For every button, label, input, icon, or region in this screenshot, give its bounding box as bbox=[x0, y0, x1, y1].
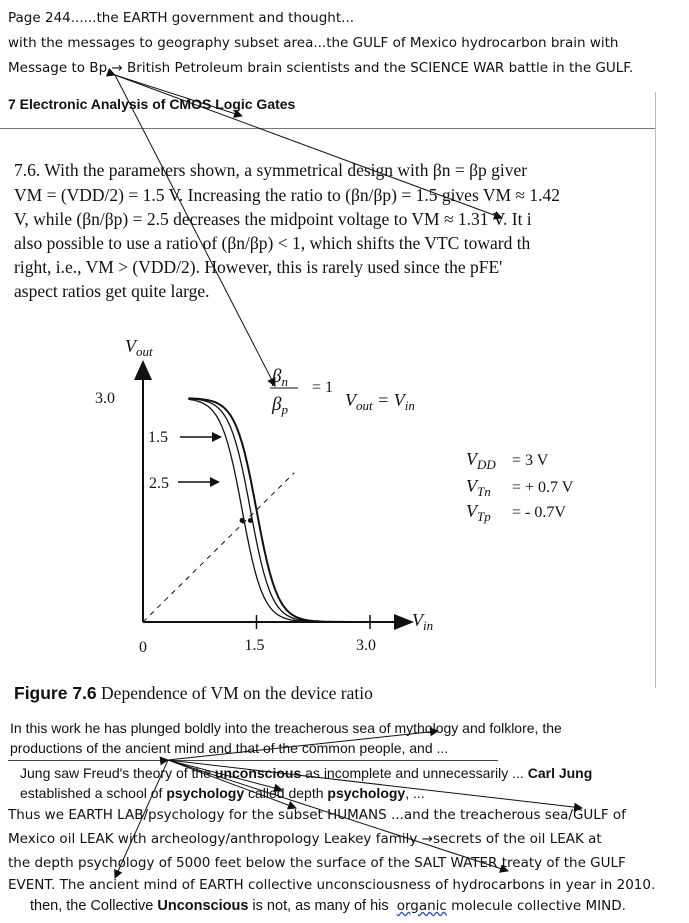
bottom-line-2: Mexico oil LEAK with archeology/anthropology Leakey family →secrets of the oil LEAK at bbox=[8, 831, 602, 847]
arrow-ancient-gulf bbox=[168, 760, 582, 808]
curve-label-1-5: 1.5 bbox=[148, 429, 168, 446]
ratio-denominator: $\beta_p$ bbox=[272, 394, 288, 417]
bottom-line-1: Thus we EARTH LAB/psychology for the subset HUMANS ...and the treacherous sea/GULF of bbox=[8, 807, 626, 823]
x-tick-label-0: 0 bbox=[139, 639, 147, 656]
param-name-2: $V_{Tp}$ bbox=[466, 501, 491, 524]
param-name-0: $V_{DD}$ bbox=[466, 449, 496, 472]
note-line-3: Message to Bp → British Petroleum brain scientists and the SCIENCE WAR battle in the GULF. bbox=[8, 60, 634, 76]
q2-h: psychology bbox=[327, 785, 406, 801]
ratio-suffix: = 1 bbox=[312, 379, 334, 396]
figure-label: Figure 7.6 bbox=[14, 683, 97, 703]
curve-label-2-5: 2.5 bbox=[149, 475, 169, 492]
figure-caption-text: Dependence of VM on the device ratio bbox=[101, 683, 373, 703]
param-name-1: $V_{Tn}$ bbox=[466, 476, 491, 499]
y-tick-label-0: 3.0 bbox=[95, 390, 115, 407]
book-line-6: aspect ratios get quite large. bbox=[14, 281, 210, 301]
last-e: molecule collective MIND. bbox=[446, 898, 626, 914]
param-value-1: = + 0.7 V bbox=[512, 479, 574, 496]
param-value-2: = - 0.7V bbox=[512, 504, 566, 521]
last-c: is not, as many of his bbox=[248, 898, 389, 914]
x-axis-label: $V_{in}$ bbox=[412, 610, 434, 633]
arrow-bp-header bbox=[115, 75, 242, 116]
last-b: Unconscious bbox=[157, 898, 249, 914]
q2-d: Carl Jung bbox=[527, 765, 593, 781]
x-tick-label-2: 3.0 bbox=[356, 637, 376, 654]
arrow-bp-sea bbox=[115, 75, 502, 218]
y-axis-label: $V_{out}$ bbox=[125, 336, 153, 359]
book-line-4: also possible to use a ratio of (βn/βp) < 1, which shifts the VTC toward th bbox=[14, 233, 531, 253]
arrow-ancient-salt bbox=[168, 760, 508, 871]
q2-b: unconscious bbox=[214, 765, 302, 781]
q2-i: , ... bbox=[405, 785, 425, 801]
ratio-numerator: $\beta_n$ bbox=[272, 366, 288, 389]
bottom-line-4: EVENT. The ancient mind of EARTH collective unconsciousness of hydrocarbons in year in 2010. bbox=[8, 877, 656, 893]
last-a: then, the Collective bbox=[30, 898, 158, 914]
arrow-ancient-event bbox=[115, 760, 168, 878]
note-line-1: Page 244......the EARTH government and thought... bbox=[8, 10, 355, 26]
bottom-line-3: the depth psychology of 5000 feet below the surface of the SALT WATER treaty of the GULF bbox=[8, 855, 626, 871]
book-line-5: right, i.e., VM > (VDD/2). However, this is rarely used since the pFE' bbox=[14, 257, 503, 277]
note-line-2: with the messages to geography subset area...the GULF of Mexico hydrocarbon brain with bbox=[8, 35, 619, 51]
arrow-bp-ratio bbox=[115, 75, 275, 386]
q2-g: called depth bbox=[244, 785, 328, 801]
x-tick-label-1: 1.5 bbox=[244, 637, 265, 654]
arrow-ancient-psychology bbox=[168, 760, 282, 790]
q2-a: Jung saw Freud's theory of the bbox=[20, 765, 215, 781]
book-line-1: 7.6. With the parameters shown, a symmetrical design with βn = βp giver bbox=[14, 160, 528, 180]
book-line-3: V, while (βn/βp) = 2.5 decreases the midpoint voltage to VM ≈ 1.31 V. It i bbox=[14, 209, 532, 229]
q2-c: as incomplete and unnecessarily ... bbox=[301, 765, 528, 781]
quote1-line-2: productions of the ancient mind and that of the common people, and ... bbox=[10, 740, 449, 756]
q2-e: established a school of bbox=[20, 785, 167, 801]
book-header: 7 Electronic Analysis of CMOS Logic Gates bbox=[8, 96, 296, 112]
q2-f: psychology bbox=[166, 785, 245, 801]
arrow-ancient-sea bbox=[168, 731, 438, 760]
last-d: organic bbox=[396, 898, 447, 914]
param-value-0: = 3 V bbox=[512, 452, 549, 469]
book-line-2: VM = (VDD/2) = 1.5 V. Increasing the ratio to (βn/βp) = 1.5 gives VM ≈ 1.42 bbox=[14, 185, 560, 205]
quote1-line-1: In this work he has plunged boldly into the treacherous sea of mythology and folklore, the bbox=[10, 720, 562, 736]
identity-label: $V_{out} = V_{in}$ bbox=[345, 390, 415, 413]
